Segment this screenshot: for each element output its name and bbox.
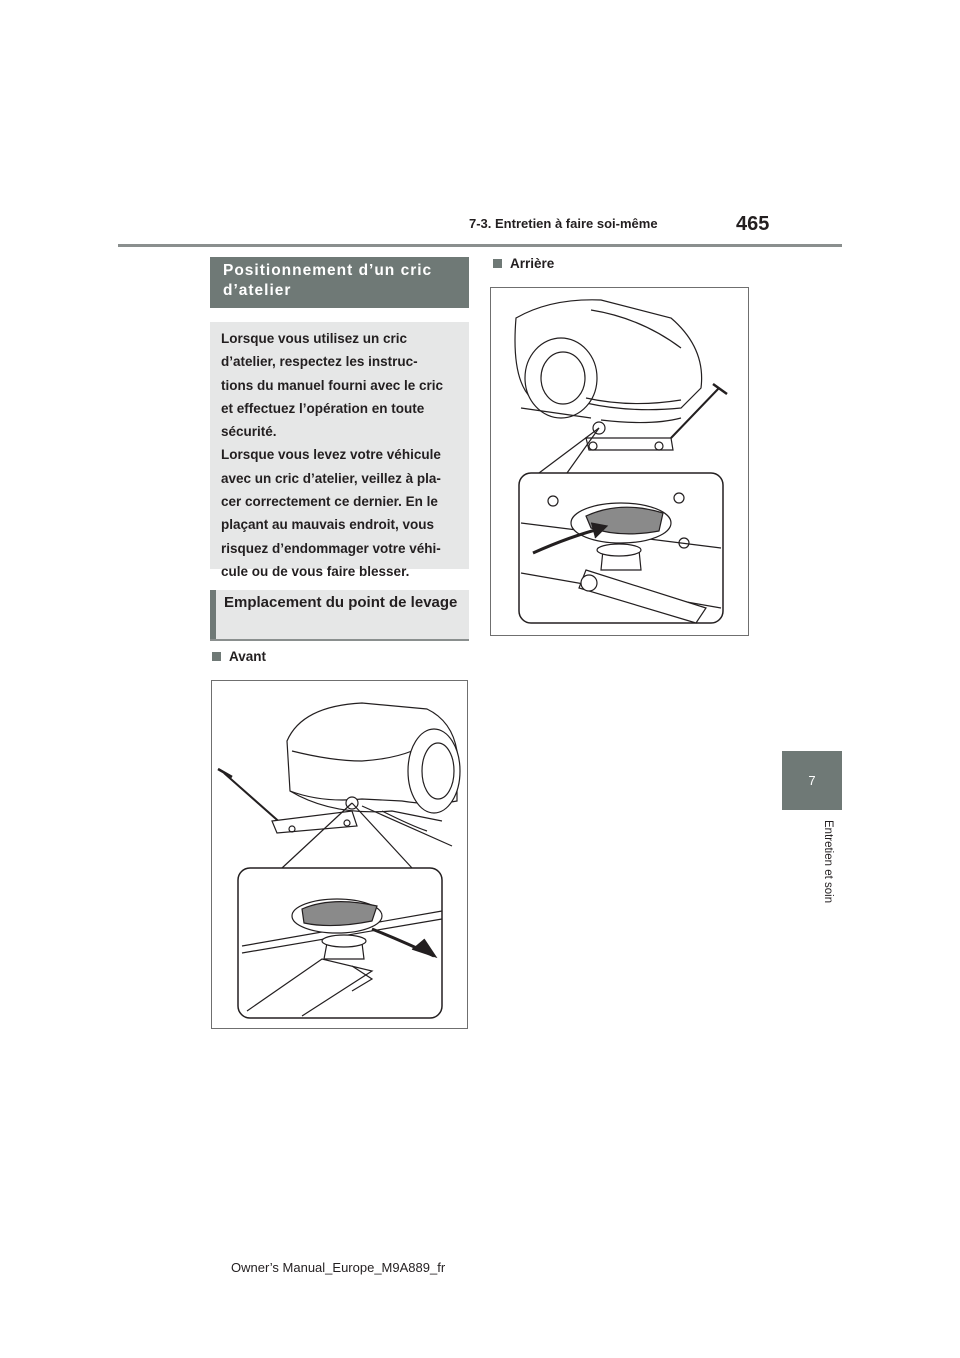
info-line: cer correctement ce dernier. En le	[221, 494, 438, 510]
rear-jack-drawing	[491, 288, 748, 635]
front-caption-label: Avant	[229, 649, 267, 664]
info-line: avec un cric d’atelier, veillez à pla-	[221, 470, 441, 486]
chapter-number: 7	[808, 773, 816, 788]
info-line: d’atelier, respectez les instruc-	[221, 354, 418, 370]
header-divider	[118, 244, 842, 247]
bullet-square-icon	[493, 259, 502, 268]
info-line: cule ou de vous faire blesser.	[221, 563, 410, 579]
rear-caption-label: Arrière	[510, 256, 555, 271]
front-caption	[212, 649, 266, 664]
page-number: 465	[736, 213, 770, 235]
info-line: Lorsque vous levez votre véhicule	[221, 447, 441, 463]
footer-text: Owner’s Manual_Europe_M9A889_fr	[231, 1260, 446, 1275]
bullet-square-icon	[212, 652, 221, 661]
rear-caption	[493, 256, 554, 271]
chapter-label: Entretien et soin	[822, 820, 834, 904]
front-jack-illustration	[211, 680, 468, 1029]
subsection-divider	[210, 639, 469, 641]
info-line: risquez d’endommager votre véhi-	[221, 540, 441, 556]
chapter-tab[interactable]	[782, 751, 842, 810]
info-line: et effectuez l’opération en toute	[221, 400, 425, 416]
info-line: sécurité.	[221, 424, 277, 440]
section-title: 7-3. Entretien à faire soi-même	[469, 216, 658, 231]
info-line: Lorsque vous utilisez un cric	[221, 331, 408, 346]
section-heading: Positionnement d’un cric d’atelier	[210, 257, 469, 308]
info-box	[210, 322, 469, 579]
info-line: tions du manuel fourni avec le cric	[221, 377, 444, 393]
front-jack-drawing	[212, 681, 467, 1028]
info-line: plaçant au mauvais endroit, vous	[221, 517, 435, 533]
subsection-heading: Emplacement du point de levage	[210, 590, 469, 640]
rear-jack-illustration	[490, 287, 749, 636]
